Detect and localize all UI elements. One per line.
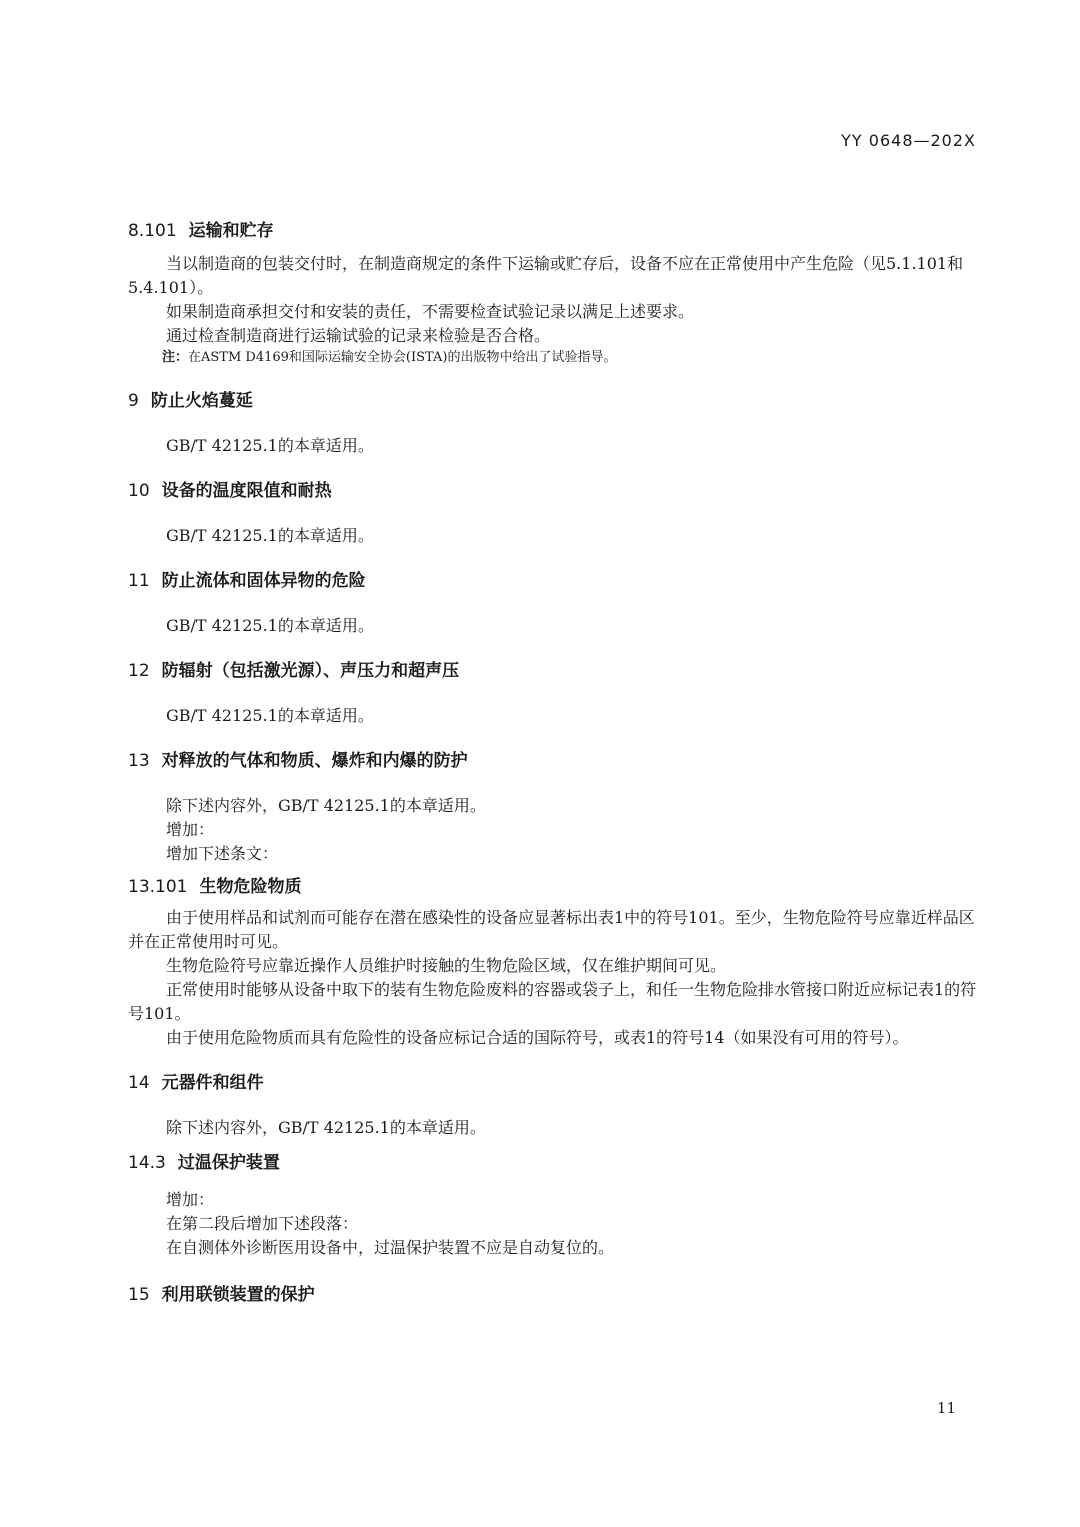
section-title: 利用联锁装置的保护 (161, 1285, 315, 1305)
section-title: 设备的温度限值和耐热 (161, 481, 332, 501)
section-number: 9 (128, 391, 139, 411)
paragraph: 生物危险符号应靠近操作人员维护时接触的生物危险区域，仅在维护期间可见。 (166, 956, 727, 975)
section-number: 12 (128, 661, 150, 681)
section-title: 防止火焰蔓延 (150, 391, 253, 411)
paragraph: GB/T 42125.1的本章适用。 (166, 436, 374, 455)
paragraph: 除下述内容外，GB/T 42125.1的本章适用。 (166, 1118, 486, 1137)
paragraph: 增加： (166, 820, 215, 839)
paragraph: 除下述内容外，GB/T 42125.1的本章适用。 (166, 796, 486, 815)
section-title: 防止流体和固体异物的危险 (161, 571, 366, 591)
section-heading (128, 748, 980, 774)
paragraph: GB/T 42125.1的本章适用。 (166, 526, 374, 545)
section-title: 防辐射（包括激光源）、声压力和超声压 (161, 661, 460, 681)
section-title: 过温保护装置 (177, 1153, 280, 1173)
section-title: 运输和贮存 (188, 221, 274, 241)
section-title: 元器件和组件 (161, 1073, 264, 1093)
paragraph: 增加： (166, 1190, 215, 1209)
paragraph: GB/T 42125.1的本章适用。 (166, 616, 374, 635)
section-number: 8.101 (128, 221, 177, 241)
paragraph: 如果制造商承担交付和安装的责任，不需要检查试验记录以满足上述要求。 (166, 302, 695, 321)
section-title: 对释放的气体和物质、爆炸和内爆的防护 (161, 751, 468, 771)
section-heading (128, 568, 980, 594)
section-heading (128, 478, 980, 504)
paragraph: 由于使用危险物质而具有危险性的设备应标记合适的国际符号，或表1的符号14（如果没有可用的符号）。 (166, 1028, 909, 1047)
paragraph: 由于使用样品和试剂而可能存在潜在感染性的设备应显著标出表1中的符号101。至少，生物危险符号应靠近样品区并在正常使用时可见。 (128, 908, 975, 951)
note-label: 注： (162, 350, 189, 365)
paragraph: 增加下述条文： (166, 844, 279, 863)
section-number: 10 (128, 481, 150, 501)
paragraph: 正常使用时能够从设备中取下的装有生物危险废料的容器或袋子上，和任一生物危险排水管接口附近应标记表1的符号101。 (128, 980, 977, 1023)
section-number: 15 (128, 1285, 150, 1305)
note (162, 348, 980, 368)
paragraph: 在第二段后增加下述段落： (166, 1214, 359, 1233)
section-heading (128, 658, 980, 684)
section-title: 生物危险物质 (199, 877, 302, 897)
page-number: 11 (936, 1399, 956, 1417)
section-number: 14 (128, 1073, 150, 1093)
paragraph: GB/T 42125.1的本章适用。 (166, 706, 374, 725)
section-heading (128, 218, 980, 244)
section-heading (128, 1282, 980, 1308)
paragraph: 通过检查制造商进行运输试验的记录来检验是否合格。 (166, 326, 551, 345)
section-heading (128, 874, 980, 900)
paragraph: 在自测体外诊断医用设备中，过温保护装置不应是自动复位的。 (166, 1238, 615, 1257)
section-number: 14.3 (128, 1153, 166, 1173)
document-body (128, 218, 980, 1308)
section-heading (128, 388, 980, 414)
note-text: 在ASTM D4169和国际运输安全协会(ISTA)的出版物中给出了试验指导。 (188, 350, 617, 365)
document-code: YY 0648—202X (841, 131, 976, 150)
section-number: 13 (128, 751, 150, 771)
section-heading (128, 1150, 980, 1176)
section-heading (128, 1070, 980, 1096)
section-number: 11 (128, 571, 150, 591)
section-number: 13.101 (128, 877, 188, 897)
paragraph: 当以制造商的包装交付时，在制造商规定的条件下运输或贮存后，设备不应在正常使用中产生危险（见5.1.101和5.4.101）。 (128, 254, 964, 297)
